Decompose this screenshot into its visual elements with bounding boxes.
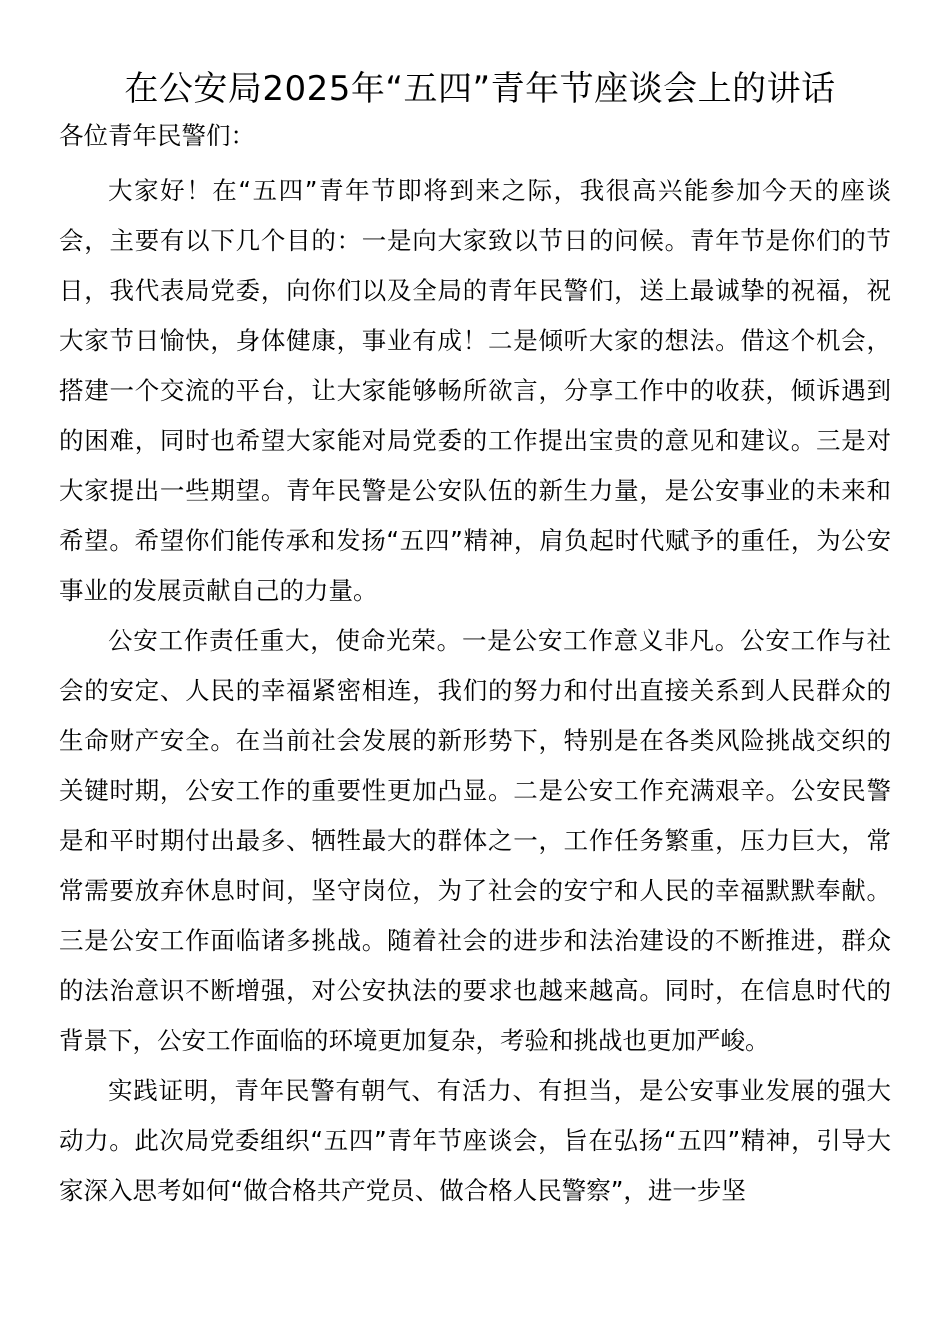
paragraph-3: 实践证明，青年民警有朝气、有活力、有担当，是公安事业发展的强大动力。此次局党委组织“五四”青年节座谈会，旨在弘扬“五四”精神，引导大家深入思考如何“做合格共产党员、做合格人民警察”，进一步坚	[59, 1076, 891, 1205]
document-page	[59, 62, 891, 1216]
paragraph-2: 公安工作责任重大，使命光荣。一是公安工作意义非凡。公安工作与社会的安定、人民的幸福紧密相连，我们的努力和付出直接关系到人民群众的生命财产安全。在当前社会发展的新形势下，特别是在各类风险挑战交织的关键时期，公安工作的重要性更加凸显。二是公安工作充满艰辛。公安民警是和平时期付出最多、牺牲最大的群体之一，工作任务繁重，压力巨大，常常需要放弃休息时间，坚守岗位，为了社会的安宁和人民的幸福默默奉献。三是公安工作面临诸多挑战。随着社会的进步和法治建设的不断推进，群众的法治意识不断增强，对公安执法的要求也越来越高。同时，在信息时代的背景下，公安工作面临的环境更加复杂，考验和挑战也更加严峻。	[59, 626, 891, 1055]
paragraph-1: 大家好！在“五四”青年节即将到来之际，我很高兴能参加今天的座谈会，主要有以下几个目的：一是向大家致以节日的问候。青年节是你们的节日，我代表局党委，向你们以及全局的青年民警们，送上最诚挚的祝福，祝大家节日愉快，身体健康，事业有成！二是倾听大家的想法。借这个机会，搭建一个交流的平台，让大家能够畅所欲言，分享工作中的收获，倾诉遇到的困难，同时也希望大家能对局党委的工作提出宝贵的意见和建议。三是对大家提出一些期望。青年民警是公安队伍的新生力量，是公安事业的未来和希望。希望你们能传承和发扬“五四”精神，肩负起时代赋予的重任，为公安事业的发展贡献自己的力量。	[59, 176, 891, 605]
document-title: 在公安局2025年“五四”青年节座谈会上的讲话	[124, 69, 836, 109]
salutation: 各位青年民警们：	[59, 121, 255, 150]
